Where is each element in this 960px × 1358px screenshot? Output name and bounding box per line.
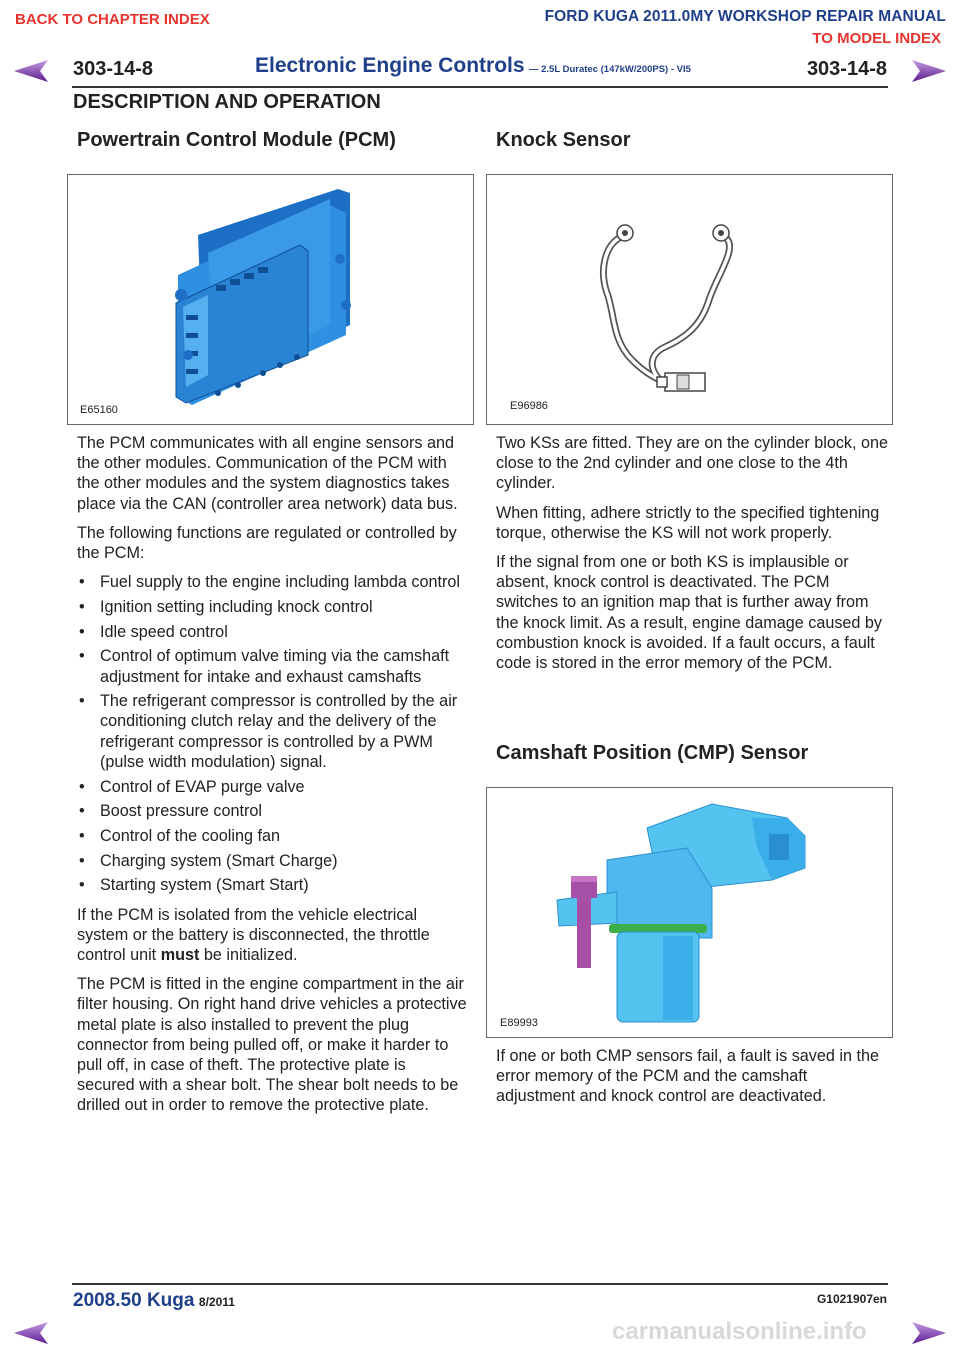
knock-sensor-figure xyxy=(486,174,893,425)
list-item: • Control of EVAP purge valve xyxy=(77,777,467,797)
cmp-sensor-figure xyxy=(486,787,893,1038)
pcm-figure xyxy=(67,174,474,425)
ks-para-3: If the signal from one or both KS is implausible or absent, knock control is deactivated. The PCM switches to an ignition map that is further away from the knock limit. As a result, engine damage caused by combustion knock is avoided. If a fault occurs, a fault code is stored in the error memory of the PCM. xyxy=(496,553,883,673)
pcm-module-illustration xyxy=(68,175,473,424)
next-page-arrow-icon[interactable] xyxy=(908,58,948,84)
watermark: carmanualsonline.info xyxy=(612,1318,867,1345)
list-item: • Control of the cooling fan xyxy=(77,826,467,846)
model-date: 8/2011 xyxy=(198,1295,235,1309)
section-title: DESCRIPTION AND OPERATION xyxy=(73,91,381,113)
pcm-para-1: The PCM communicates with all engine sensors and the other modules. Communication of the PCM with the other modules and the system diagnostics takes place via the CAN (controller area network) data bus. xyxy=(77,434,458,513)
back-to-chapter-index-link[interactable]: BACK TO CHAPTER INDEX xyxy=(15,11,210,28)
cmp-sensor-illustration xyxy=(487,788,892,1037)
list-item: • Ignition setting including knock control xyxy=(77,597,467,617)
previous-page-arrow-icon[interactable] xyxy=(12,58,52,84)
doc-code: G1021907en xyxy=(816,1292,887,1306)
chapter-heading xyxy=(255,54,691,78)
pcm-para-3: If the PCM is isolated from the vehicle electrical system or the battery is disconnected, the throttle control unit must be initialized. xyxy=(77,905,430,964)
pcm-figure-code: E65160 xyxy=(80,404,118,416)
knock-sensor-text xyxy=(496,433,888,682)
list-item: • Control of optimum valve timing via the camshaft adjustment for intake and exhaust camshafts xyxy=(77,646,467,686)
list-item: • Idle speed control xyxy=(77,622,467,642)
cmp-sensor-text xyxy=(496,1046,888,1116)
pcm-para-2: The following functions are regulated or controlled by the PCM: xyxy=(77,523,457,563)
list-item: • Fuel supply to the engine including lambda control xyxy=(77,572,467,592)
ks-para-2: When fitting, adhere strictly to the specified tightening torque, otherwise the KS will not work properly. xyxy=(496,503,880,542)
pcm-heading: Powertrain Control Module (PCM) xyxy=(77,129,396,151)
knock-sensor-heading: Knock Sensor xyxy=(496,129,631,151)
chapter-title: Electronic Engine Controls xyxy=(255,54,525,77)
cmp-sensor-heading: Camshaft Position (CMP) Sensor xyxy=(496,742,809,764)
list-item: • Boost pressure control xyxy=(77,801,467,821)
manual-title: FORD KUGA 2011.0MY WORKSHOP REPAIR MANUAL xyxy=(544,8,946,25)
to-model-index-link[interactable]: TO MODEL INDEX xyxy=(812,30,941,47)
header-rule xyxy=(72,86,888,88)
previous-page-arrow-icon-bottom[interactable] xyxy=(12,1320,52,1346)
page-ref-right: 303-14-8 xyxy=(806,58,887,80)
list-item: • Charging system (Smart Charge) xyxy=(77,851,467,871)
pcm-text xyxy=(77,433,467,1125)
page-ref-left: 303-14-8 xyxy=(73,58,154,80)
chapter-subtitle: — 2.5L Duratec (147kW/200PS) - VI5 xyxy=(529,64,691,75)
footer-rule xyxy=(72,1283,888,1285)
pcm-para-4: The PCM is fitted in the engine compartment in the air filter housing. On right hand drive vehicles a protective metal plate is also installed to prevent the plug connector from being pulled off, or make it harder to pull off, in case of theft. The protective plate is secured with a shear bolt. The shear bolt needs to be drilled out in order to remove the protective plate. xyxy=(77,975,467,1115)
cmp-figure-code: E89993 xyxy=(500,1017,538,1029)
knock-sensor-figure-code: E96986 xyxy=(510,400,548,412)
knock-sensor-illustration xyxy=(487,175,892,424)
cmp-para-1: If one or both CMP sensors fail, a fault is saved in the error memory of the PCM and the camshaft adjustment and knock control are deactivated. xyxy=(496,1047,880,1106)
list-item: • The refrigerant compressor is controlled by the air conditioning clutch relay and the delivery of the refrigerant compressor is controlled by a PWM (pulse width modulation) signal. xyxy=(77,691,467,772)
pcm-function-list xyxy=(77,572,467,895)
ks-para-1: Two KSs are fitted. They are on the cylinder block, one close to the 2nd cylinder and one close to the 4th cylinder. xyxy=(496,434,889,493)
footer-model xyxy=(73,1290,235,1312)
list-item: • Starting system (Smart Start) xyxy=(77,875,467,895)
model-name: 2008.50 Kuga xyxy=(73,1290,195,1311)
next-page-arrow-icon-bottom[interactable] xyxy=(908,1320,948,1346)
